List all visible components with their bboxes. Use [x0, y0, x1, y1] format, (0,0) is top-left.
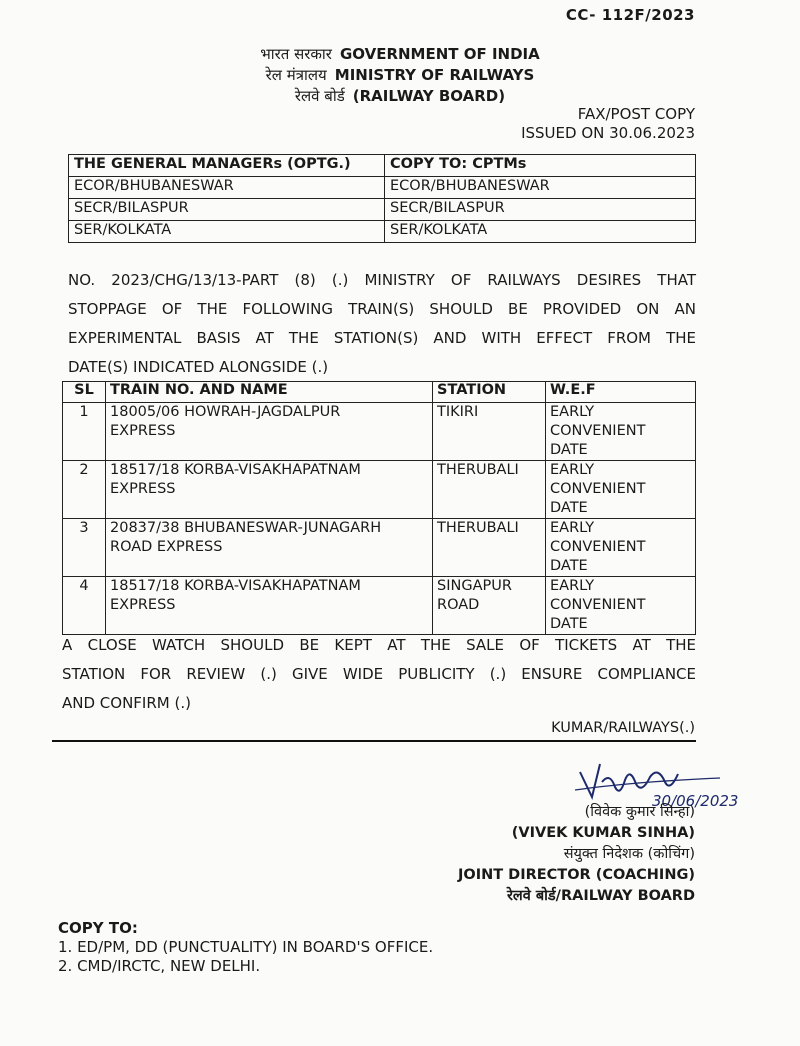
wef-line: EARLY [550, 520, 595, 536]
train-line: 18005/06 HOWRAH-JAGDALPUR [110, 404, 341, 420]
wef-line: DATE [550, 558, 588, 574]
wef-line: EARLY [550, 404, 595, 420]
address-table [68, 154, 696, 243]
col-header-train: TRAIN NO. AND NAME [106, 382, 433, 403]
station-line: ROAD [437, 597, 480, 613]
train-line: EXPRESS [110, 597, 176, 613]
wef-line: CONVENIENT [550, 481, 646, 497]
handwritten-date: 30/06/2023 [652, 792, 739, 810]
copy-to-list [58, 938, 433, 976]
cell-sl: 4 [63, 577, 106, 635]
address-row [69, 177, 696, 199]
copy-to-section [58, 919, 433, 976]
cell-wef [546, 461, 696, 519]
address-cell: SECR/BILASPUR [69, 199, 385, 221]
document-reference: CC- 112F/2023 [565, 6, 695, 24]
trains-header-row [63, 382, 696, 403]
body-line: DATE(S) INDICATED ALONGSIDE (.) [68, 358, 329, 376]
table-row [63, 577, 696, 635]
wef-line: CONVENIENT [550, 539, 646, 555]
wef-line: DATE [550, 500, 588, 516]
signature-block [458, 802, 695, 907]
watch-line: A CLOSE WATCH SHOULD BE KEPT AT THE SALE OF TICKETS AT THE [62, 636, 696, 654]
wef-line: CONVENIENT [550, 423, 646, 439]
station-line: SINGAPUR [437, 578, 512, 594]
cell-train [106, 577, 433, 635]
issued-date: ISSUED ON 30.06.2023 [521, 124, 695, 142]
designation-hindi: संयुक्त निदेशक (कोचिंग) [563, 846, 695, 862]
table-row [63, 403, 696, 461]
cell-station [433, 577, 546, 635]
address-header-row [69, 155, 696, 177]
address-col1-header: THE GENERAL MANAGERs (OPTG.) [69, 155, 385, 177]
wef-line: CONVENIENT [550, 597, 646, 613]
address-row [69, 221, 696, 243]
address-row [69, 199, 696, 221]
watch-line: STATION FOR REVIEW (.) GIVE WIDE PUBLICITY (.) ENSURE COMPLIANCE [62, 665, 696, 683]
cell-wef [546, 403, 696, 461]
cell-train [106, 403, 433, 461]
cell-wef [546, 519, 696, 577]
wef-line: EARLY [550, 462, 595, 478]
cell-station [433, 519, 546, 577]
wef-line: DATE [550, 442, 588, 458]
train-line: 18517/18 KORBA-VISAKHAPATNAM [110, 462, 361, 478]
office-name: रेलवे बोर्ड/RAILWAY BOARD [507, 888, 695, 904]
divider-line [52, 740, 696, 742]
header-line-ministry [0, 65, 800, 85]
sign-off: KUMAR/RAILWAYS(.) [551, 720, 695, 736]
wef-line: DATE [550, 616, 588, 632]
station-line: THERUBALI [437, 462, 519, 478]
col-header-wef: W.E.F [546, 382, 696, 403]
train-line: EXPRESS [110, 481, 176, 497]
watch-paragraph [62, 631, 696, 718]
header-hindi-board: रेलवे बोर्ड [294, 87, 345, 105]
train-line: 20837/38 BHUBANESWAR-JUNAGARH [110, 520, 382, 536]
header-line-board [0, 86, 800, 106]
list-item: 1. ED/PM, DD (PUNCTUALITY) IN BOARD'S OFFICE. [58, 938, 434, 956]
fax-block [521, 105, 695, 143]
cell-train [106, 461, 433, 519]
header-line-government [0, 44, 800, 64]
cell-station [433, 403, 546, 461]
body-paragraph [68, 266, 696, 382]
header-english-government: GOVERNMENT OF INDIA [339, 45, 540, 63]
header-hindi-government: भारत सरकार [260, 45, 332, 63]
cell-wef [546, 577, 696, 635]
train-line: EXPRESS [110, 423, 176, 439]
trains-table [62, 381, 696, 635]
address-cell: ECOR/BHUBANESWAR [69, 177, 385, 199]
col-header-sl: SL [63, 382, 106, 403]
station-line: TIKIRI [437, 404, 479, 420]
body-line: NO. 2023/CHG/13/13-PART (8) (.) MINISTRY OF RAILWAYS DESIRES THAT [68, 271, 696, 289]
fax-copy-label: FAX/POST COPY [577, 105, 695, 123]
body-line: STOPPAGE OF THE FOLLOWING TRAIN(S) SHOULD BE PROVIDED ON AN [68, 300, 696, 318]
table-row [63, 519, 696, 577]
address-cell: SER/KOLKATA [385, 221, 696, 243]
list-item: 2. CMD/IRCTC, NEW DELHI. [58, 957, 261, 975]
address-cell: SER/KOLKATA [69, 221, 385, 243]
cell-station [433, 461, 546, 519]
body-line: EXPERIMENTAL BASIS AT THE STATION(S) AND WITH EFFECT FROM THE [68, 329, 696, 347]
header-english-board: (RAILWAY BOARD) [352, 87, 506, 105]
address-cell: ECOR/BHUBANESWAR [385, 177, 696, 199]
train-line: 18517/18 KORBA-VISAKHAPATNAM [110, 578, 361, 594]
header-english-ministry: MINISTRY OF RAILWAYS [334, 66, 535, 84]
signatory-name: (VIVEK KUMAR SINHA) [511, 825, 695, 841]
col-header-station: STATION [433, 382, 546, 403]
table-row [63, 461, 696, 519]
cell-train [106, 519, 433, 577]
signatory-name-hindi: (विवेक कुमार सिन्हा) [584, 804, 695, 820]
address-cell: SECR/BILASPUR [385, 199, 696, 221]
cell-sl: 2 [63, 461, 106, 519]
train-line: ROAD EXPRESS [110, 539, 223, 555]
copy-to-title: COPY TO: [58, 919, 138, 937]
cell-sl: 1 [63, 403, 106, 461]
cell-sl: 3 [63, 519, 106, 577]
header-hindi-ministry: रेल मंत्रालय [265, 66, 327, 84]
wef-line: EARLY [550, 578, 595, 594]
designation: JOINT DIRECTOR (COACHING) [457, 867, 695, 883]
station-line: THERUBALI [437, 520, 519, 536]
address-col2-header: COPY TO: CPTMs [385, 155, 696, 177]
watch-line: AND CONFIRM (.) [62, 694, 191, 712]
